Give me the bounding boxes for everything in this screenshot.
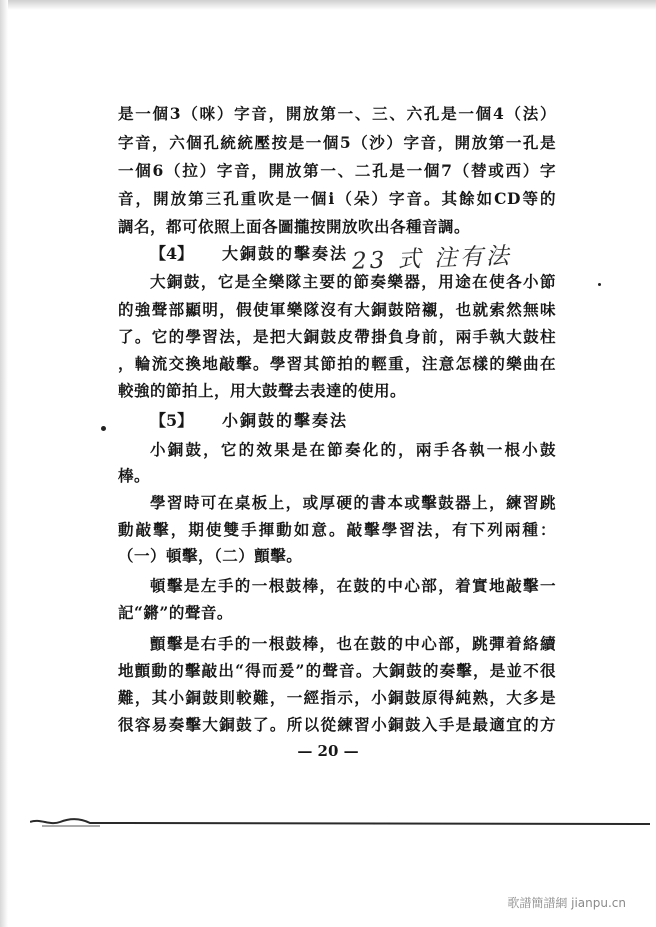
text-line: 一個6（拉）字音，開放第一、二孔是一個7（替或西）字 <box>118 161 556 180</box>
section-5-label: 【5】 <box>150 411 194 430</box>
section-5-title: 小銅鼓的擊奏法 <box>222 411 349 430</box>
text-line: 難，其小銅鼓則較難，一經指示，小銅鼓原得純熟，大多是 <box>118 688 556 707</box>
text-line: 頓擊是左手的一根鼓棒，在鼓的中心部，着實地敲擊一 <box>150 576 556 595</box>
text-line: 記“鏘”的聲音。 <box>118 603 233 622</box>
text-line: （一）頓擊，（二）顫擊。 <box>118 546 303 565</box>
bottom-rule <box>30 812 650 832</box>
section-4-label: 【4】 <box>150 244 194 263</box>
text-line: 調名，都可依照上面各圖攏按開放吹出各種音調。 <box>118 217 471 236</box>
text-line: 地顫動的擊敲出“得而爰”的聲音。大銅鼓的奏擊，是並不很 <box>118 661 556 680</box>
scan-edge-left <box>0 0 8 927</box>
section-4-title: 大銅鼓的擊奏法 <box>222 244 349 263</box>
page-number: — 20 — <box>297 742 359 760</box>
text-line: 較強的節拍上，用大鼓聲去表達的使用。 <box>118 381 407 400</box>
handwritten-annotation: 23 式 注有法 <box>351 243 513 275</box>
text-line: 顫擊是右手的一根鼓棒，也在鼓的中心部，跳彈着絡續 <box>150 634 556 653</box>
text-line: 學習時可在桌板上，或厚硬的書本或擊鼓器上，練習跳 <box>150 493 556 512</box>
ink-speck <box>598 283 601 286</box>
text-line: 小銅鼓，它的效果是在節奏化的，兩手各執一根小鼓 <box>150 440 556 459</box>
text-line: ，輪流交換地敲擊。學習其節拍的輕重，注意怎樣的樂曲在 <box>118 354 556 373</box>
text-line: 大銅鼓，它是全樂隊主要的節奏樂器，用途在使各小節 <box>150 272 556 291</box>
text-line: 是一個3（咪）字音，開放第一、三、六孔是一個4（法） <box>118 104 556 123</box>
text-line: 棒。 <box>118 466 151 485</box>
text-line: 音，開放第三孔重吹是一個i（朵）字音。其餘如CD等的 <box>118 189 556 208</box>
text-line: 的強聲部顯明，假使軍樂隊沒有大銅鼓陪襯，也就索然無味 <box>118 300 556 319</box>
ink-speck <box>101 426 106 431</box>
text-line: 了。它的學習法，是把大銅鼓皮帶掛負身前，兩手執大鼓柱 <box>118 327 556 346</box>
site-watermark: 歌譜簡譜網 jianpu.cn <box>507 896 626 910</box>
text-line: 字音，六個孔統統壓按是一個5（沙）字音，開放第一孔是 <box>118 133 556 152</box>
scan-edge-top <box>0 0 656 10</box>
text-line: 動敲擊，期使雙手揮動如意。敲擊學習法，有下列兩種： <box>118 520 556 539</box>
text-line: 很容易奏擊大銅鼓了。所以從練習小銅鼓入手是最適宜的方 <box>118 715 556 734</box>
